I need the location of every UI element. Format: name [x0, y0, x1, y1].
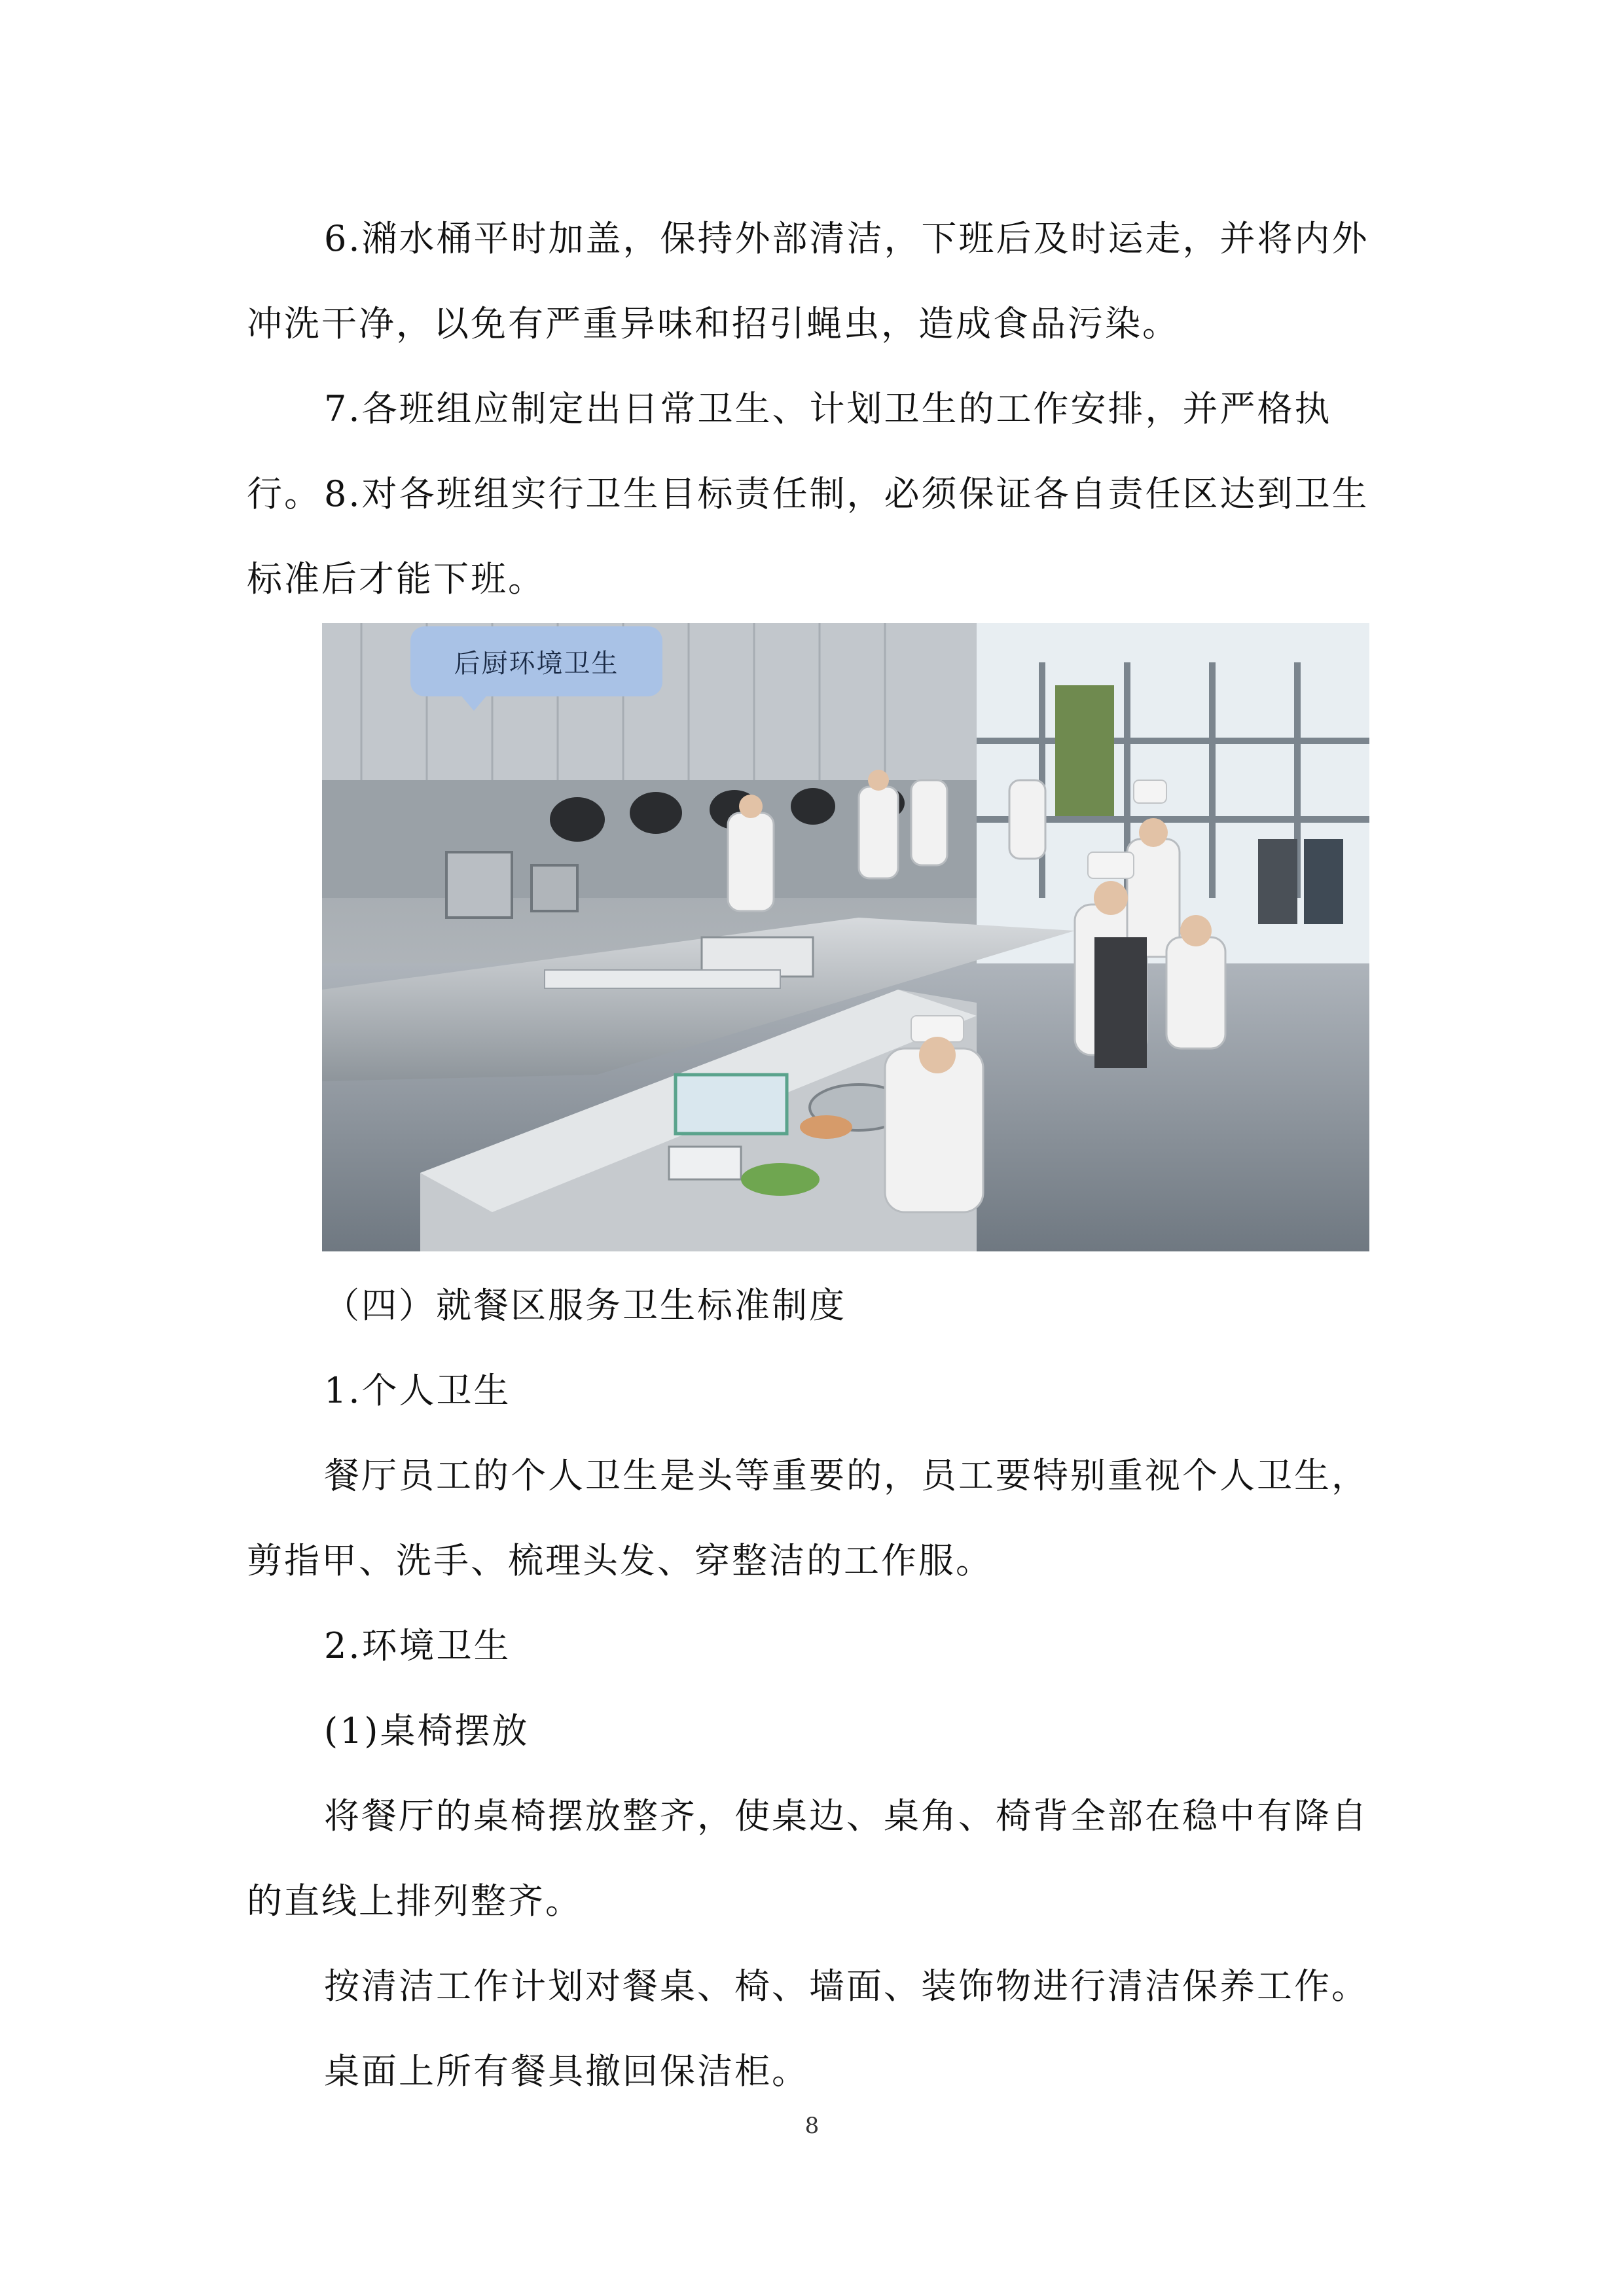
paragraph-item-6: 6.潲水桶平时加盖，保持外部清洁，下班后及时运走，并将内外冲洗干净，以免有严重异味和招引蝇虫，造成食品污染。: [247, 218, 1369, 344]
paragraph-item-8: 8.对各班组实行卫生目标责任制，必须保证各自责任区达到卫生标准后才能下班。: [247, 473, 1369, 600]
kitchen-photo: [322, 623, 1369, 1251]
subitem-1-text-3: 桌面上所有餐具撤回保洁柜。: [324, 2051, 809, 2092]
kitchen-illustration: [322, 623, 1369, 1251]
caption-bubble-tail: [460, 694, 488, 711]
subitem-1-text-1: 将餐厅的桌椅摆放整齐，使桌边、桌角、椅背全部在稳中有降自的直线上排列整齐。: [247, 1795, 1369, 1922]
section-heading: （四）就餐区服务卫生标准制度: [324, 1285, 846, 1326]
page-number: 8: [804, 2113, 820, 2139]
subitem-1-title: (1)桌椅摆放: [324, 1710, 530, 1751]
subitem-1-text-2: 按清洁工作计划对餐桌、椅、墙面、装饰物进行清洁保养工作。: [324, 1965, 1369, 2007]
item-1-text: 餐厅员工的个人卫生是头等重要的，员工要特别重视个人卫生，剪指甲、洗手、梳理头发、穿整洁的工作服。: [247, 1455, 1369, 1581]
item-1-title: 1.个人卫生: [324, 1370, 511, 1411]
item-2-title: 2.环境卫生: [324, 1625, 511, 1666]
paragraph-item-7: 7.各班组应制定出日常卫生、计划卫生的工作安排，并严格执行。: [247, 388, 1332, 514]
photo-caption-bubble: 后厨环境卫生: [410, 626, 662, 696]
